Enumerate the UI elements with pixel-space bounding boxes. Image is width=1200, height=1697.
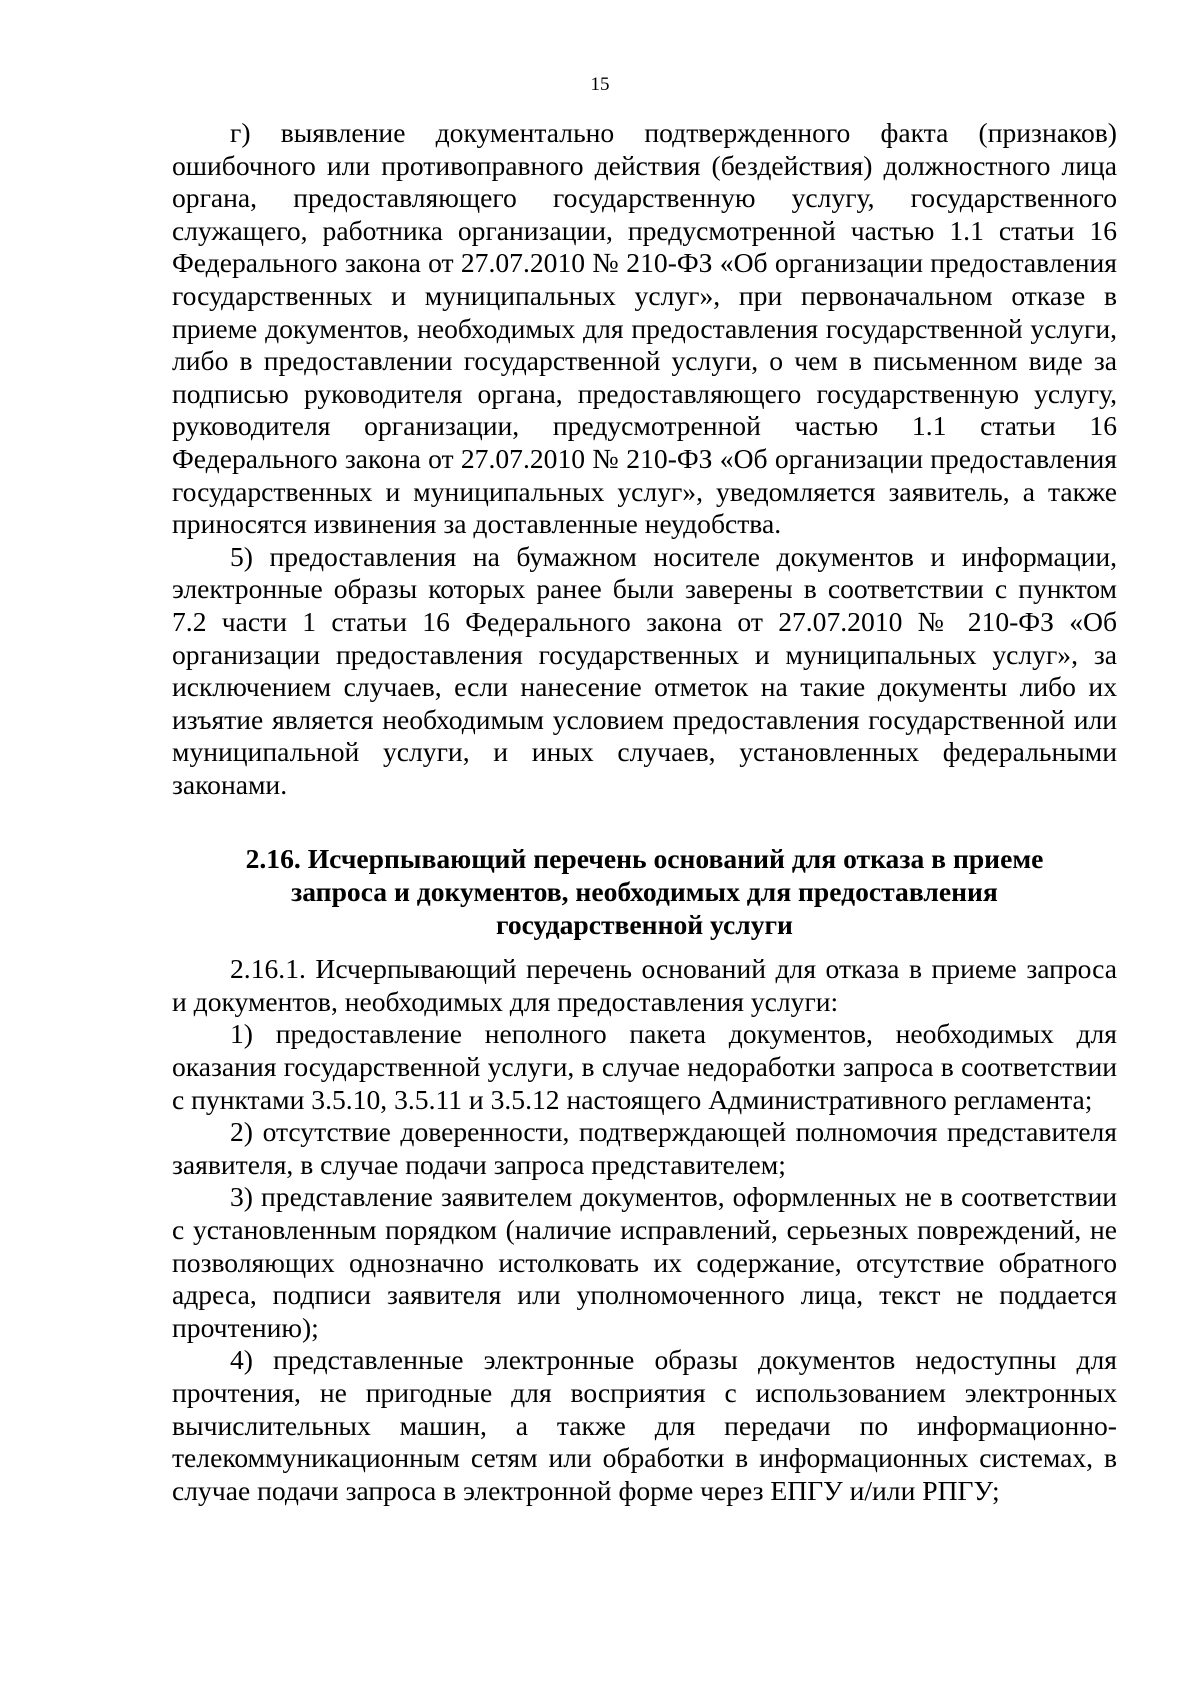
list-item-4: 4) представленные электронные образы документов недоступны для прочтения, не пригодные для восприятия с использованием электронных вычислительных машин, а также для передачи по информационно-телекоммуникационным сетям или обработки в информационных системах, в случае подачи запроса в электронной форме через ЕПГУ и/или РПГУ; <box>172 1344 1117 1506</box>
section-heading <box>172 843 1117 941</box>
list-item-3: 3) представление заявителем документов, оформленных не в соответствии с установленным порядком (наличие исправлений, серьезных повреждений, не позволяющих однозначно истолковать их содержание, отсутствие обратного адреса, подписи заявителя или уполномоченного лица, текст не поддается прочтению); <box>172 1181 1117 1343</box>
section-heading-line-3: государственной услуги <box>496 908 793 940</box>
paragraph-2-16-1: 2.16.1. Исчерпывающий перечень оснований для отказа в приеме запроса и документов, необходимых для предоставления услуги: <box>172 953 1117 1017</box>
list-item-1: 1) предоставление неполного пакета документов, необходимых для оказания государственной услуги, в случае недоработки запроса в соответствии с пунктами 3.5.10, 3.5.11 и 3.5.12 настоящего Административного регламента; <box>172 1018 1117 1115</box>
page-number: 15 <box>590 74 610 95</box>
document-body <box>172 117 1117 1507</box>
section-heading-line-1: 2.16. Исчерпывающий перечень оснований для отказа в приеме <box>245 843 1044 875</box>
paragraph-g: г) выявление документально подтвержденного факта (признаков) ошибочного или противоправного действия (бездействия) должностного лица органа, предоставляющего государственную услугу, государственного служащего, работника организации, предусмотренной частью 1.1 статьи 16 Федерального закона от 27.07.2010 № 210-ФЗ «Об организации предоставления государственных и муниципальных услуг», при первоначальном отказе в приеме документов, необходимых для предоставления государственной услуги, либо в предоставлении государственной услуги, о чем в письменном виде за подписью руководителя органа, предоставляющего государственную услугу, руководителя организации, предусмотренной частью 1.1 статьи 16 Федерального закона от 27.07.2010 № 210-ФЗ «Об организации предоставления государственных и муниципальных услуг», уведомляется заявитель, а также приносятся извинения за доставленные неудобства. <box>172 117 1117 540</box>
paragraph-5: 5) предоставления на бумажном носителе документов и информации, электронные образы которых ранее были заверены в соответствии с пунктом 7.2 части 1 статьи 16 Федерального закона от 27.07.2010 № 210-ФЗ «Об организации предоставления государственных и муниципальных услуг», за исключением случаев, если нанесение отметок на такие документы либо их изъятие является необходимым условием предоставления государственной или муниципальной услуги, и иных случаев, установленных федеральными законами. <box>172 540 1117 800</box>
list-item-2: 2) отсутствие доверенности, подтверждающей полномочия представителя заявителя, в случае подачи запроса представителем; <box>172 1116 1117 1180</box>
section-heading-line-2: запроса и документов, необходимых для предоставления <box>291 876 998 908</box>
